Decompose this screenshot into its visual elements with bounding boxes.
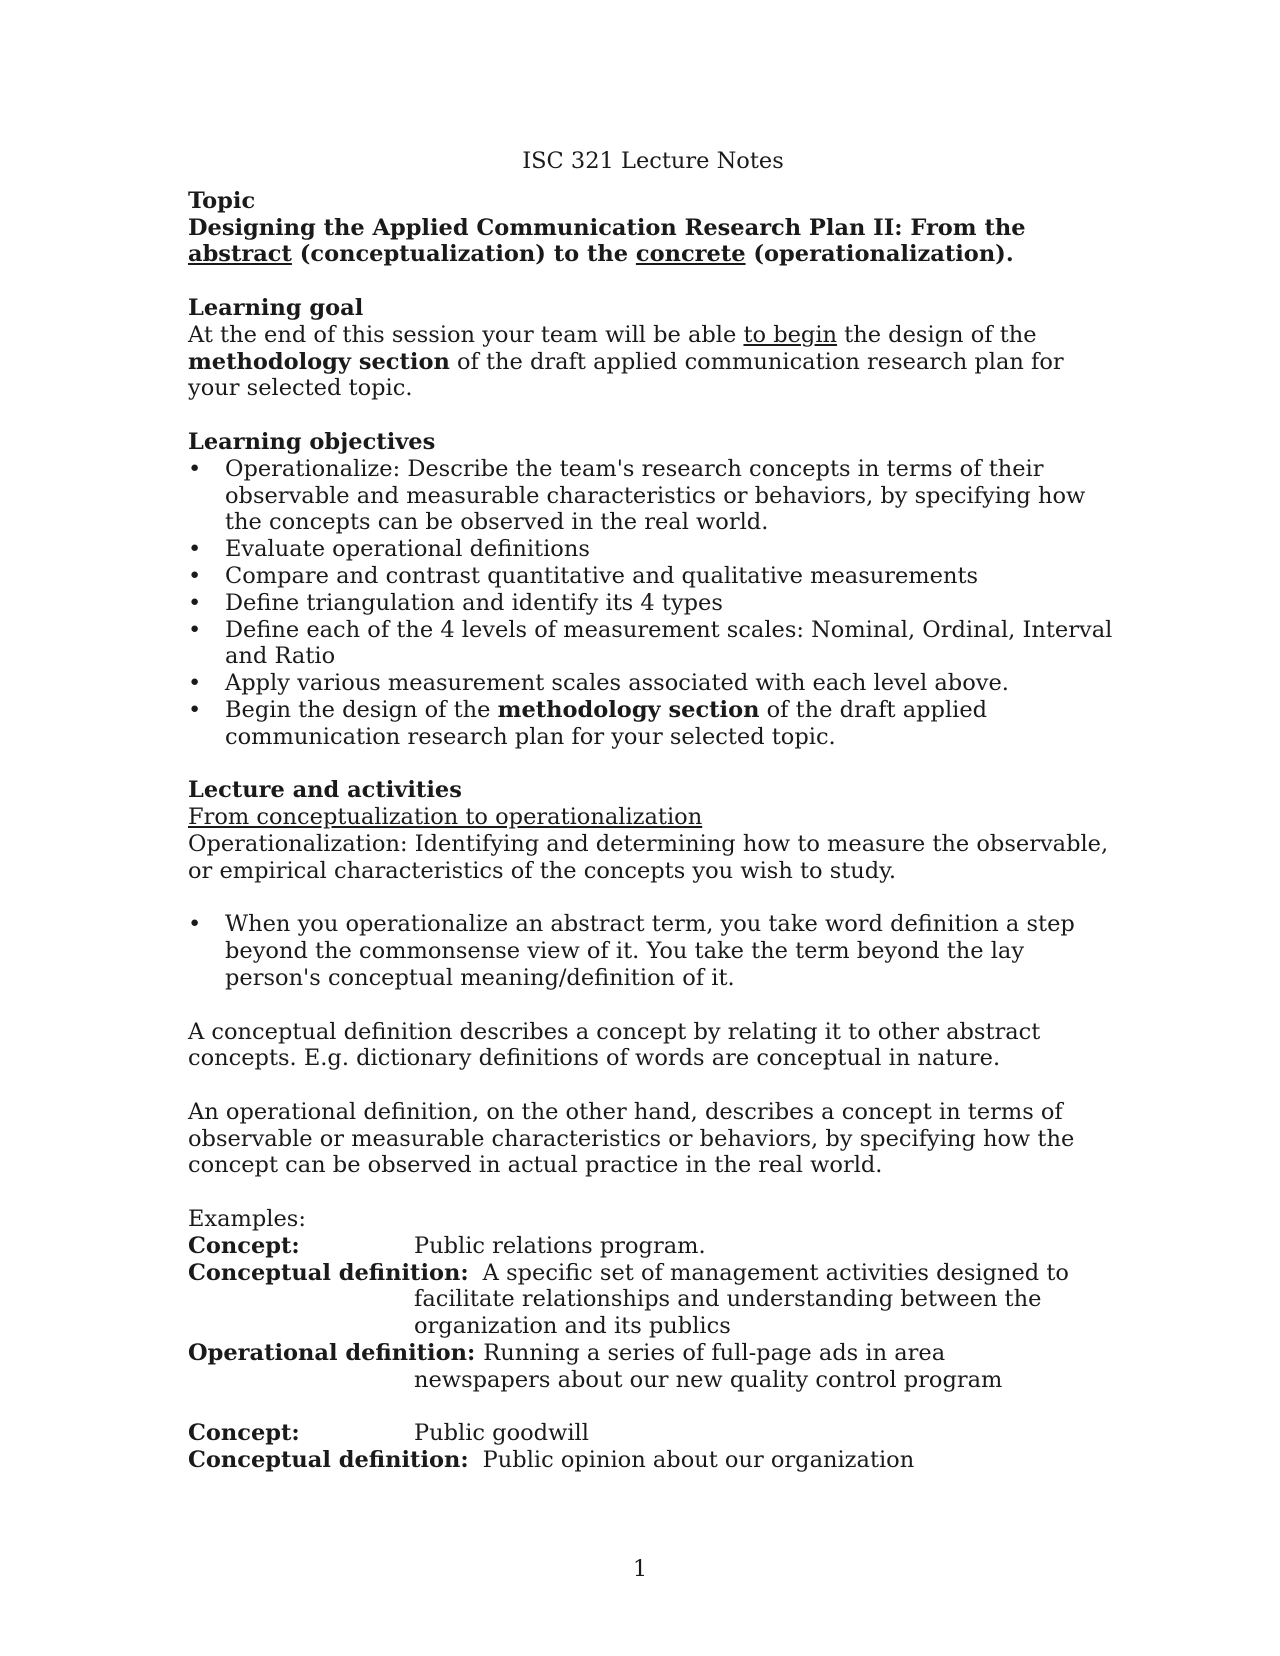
operational-definition-paragraph: An operational definition, on the other hand, describes a concept in terms of observable or measurable characteristics or behaviors, by specifying how the concept can be observed in actual practice in the real world.	[188, 1098, 1075, 1179]
example2-conceptual-row	[188, 1447, 1118, 1474]
list-item	[188, 456, 1118, 536]
page-number: 1	[632, 1556, 648, 1582]
topic-abstract-word: abstract	[188, 241, 292, 268]
concept-label: Concept:	[188, 1420, 300, 1447]
objective-text: Define each of the 4 levels of measurement scales: Nominal, Ordinal, Interval and Ratio	[225, 616, 1113, 670]
list-item	[188, 536, 1118, 563]
objective-text: Begin the design of the	[225, 696, 498, 723]
bullet-icon: •	[188, 696, 202, 723]
learning-goal-bold: methodology section	[188, 348, 450, 375]
bullet-icon: •	[188, 616, 202, 643]
objective-text: Define triangulation and identify its 4 types	[225, 589, 723, 616]
document-title: ISC 321 Lecture Notes	[522, 148, 784, 174]
lecture-bullet-text: When you operationalize an abstract term, you take word definition a step beyond the commonsense view of it. You take the term beyond the lay person's conceptual meaning/definition of it.	[225, 911, 1075, 991]
conceptual-definition-paragraph: A conceptual definition describes a concept by relating it to other abstract concepts. E.g. dictionary definitions of words are conceptual in nature.	[188, 1018, 1041, 1072]
topic-line1: Designing the Applied Communication Research Plan II: From the	[188, 214, 1026, 241]
example1-concept-row	[188, 1233, 1118, 1260]
list-item	[188, 563, 1118, 590]
lecture-subheading: From conceptualization to operationalization	[188, 804, 703, 831]
operational-definition-line1: Running a series of full-page ads in area	[483, 1340, 946, 1367]
topic-title	[188, 215, 1118, 269]
topic-middle: (conceptualization) to the	[291, 241, 636, 268]
example1-operational-row	[188, 1340, 1118, 1367]
objective-text-end: of the draft applied communication research plan for your selected topic.	[225, 696, 988, 750]
conceptual-definition-line3: organization and its publics	[414, 1313, 731, 1340]
learning-goal-section	[188, 295, 1118, 402]
learning-objectives-section	[188, 429, 1118, 751]
example1-conceptual-row	[188, 1260, 1118, 1287]
objective-text: Apply various measurement scales associated with each level above.	[225, 670, 1009, 697]
objective-bold: methodology section	[497, 696, 760, 723]
conceptual-definition-line2: facilitate relationships and understanding between the	[414, 1286, 1042, 1313]
list-item	[188, 617, 1118, 671]
lecture-section	[188, 777, 1118, 1179]
learning-goal-heading: Learning goal	[188, 294, 364, 321]
objective-text: Compare and contrast quantitative and qualitative measurements	[225, 562, 979, 589]
bullet-icon: •	[188, 562, 202, 589]
learning-goal-text	[188, 322, 1118, 402]
topic-section	[188, 188, 1118, 268]
learning-goal-underlined: to begin	[743, 321, 838, 348]
learning-objectives-heading: Learning objectives	[188, 428, 436, 455]
objectives-list	[188, 456, 1118, 751]
conceptual-definition-line1: A specific set of management activities designed to	[482, 1259, 1069, 1286]
bullet-icon: •	[188, 911, 202, 938]
list-item	[188, 697, 1118, 751]
operationalization-paragraph: Operationalization: Identifying and determining how to measure the observable, or empirical characteristics of the concepts you wish to study.	[188, 830, 1109, 884]
topic-heading: Topic	[188, 187, 256, 214]
topic-end: (operationalization).	[745, 241, 1014, 268]
page-content	[188, 148, 1118, 1474]
conceptual-definition-label: Conceptual definition:	[188, 1447, 469, 1474]
bullet-icon: •	[188, 589, 202, 616]
example2-concept-row	[188, 1420, 1118, 1447]
lecture-heading: Lecture and activities	[188, 777, 462, 804]
list-item	[188, 670, 1118, 697]
objective-text: Operationalize: Describe the team's research concepts in terms of their observable and measurable characteristics or behaviors, by specifying how the concepts can be observed in the real world.	[225, 455, 1086, 536]
list-item	[188, 911, 1118, 991]
learning-goal-part3: of the draft applied communication research plan for your selected topic.	[188, 348, 1064, 402]
objective-text: Evaluate operational definitions	[225, 536, 590, 563]
concept-value: Public goodwill	[414, 1420, 589, 1447]
examples-heading: Examples:	[188, 1206, 306, 1233]
list-item	[188, 590, 1118, 617]
lecture-bullet-list	[188, 911, 1118, 991]
topic-concrete-word: concrete	[635, 241, 746, 268]
concept-value: Public relations program.	[414, 1232, 706, 1259]
learning-goal-part2: the design of the	[837, 321, 1037, 348]
operational-definition-label: Operational definition:	[188, 1340, 476, 1367]
bullet-icon: •	[188, 536, 202, 563]
operational-definition-line2: newspapers about our new quality control program	[414, 1366, 1003, 1393]
examples-section	[188, 1206, 1118, 1474]
concept-label: Concept:	[188, 1232, 300, 1259]
bullet-icon: •	[188, 455, 202, 482]
bullet-icon: •	[188, 670, 202, 697]
learning-goal-part1: At the end of this session your team will be able	[188, 321, 744, 348]
conceptual-definition-line1: Public opinion about our organization	[482, 1447, 915, 1474]
conceptual-definition-label: Conceptual definition:	[188, 1259, 469, 1286]
